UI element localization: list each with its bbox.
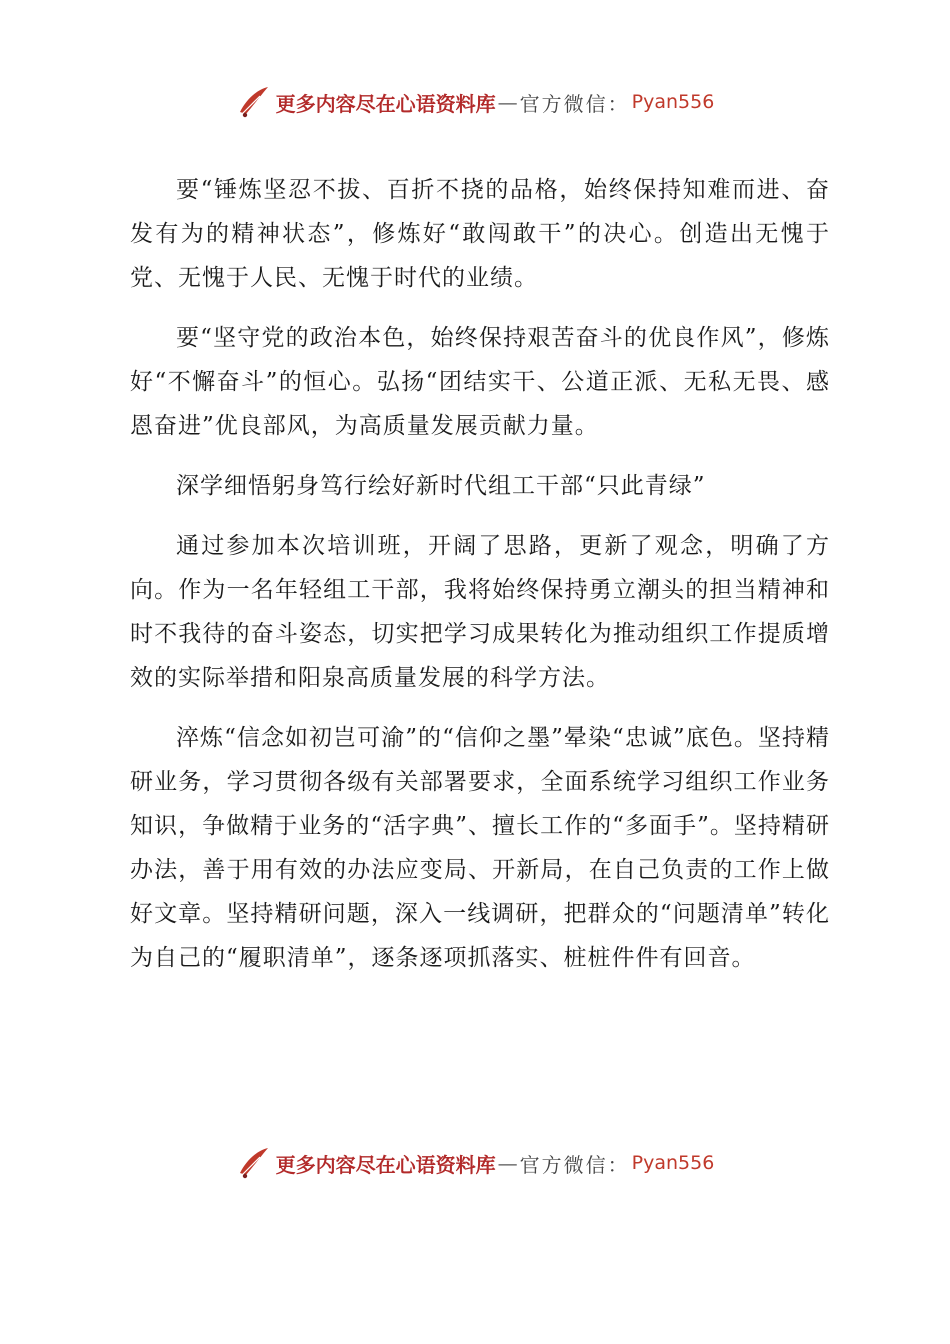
- paragraph-3: 通过参加本次培训班，开阔了思路，更新了观念，明确了方向。作为一名年轻组工干部，我将始终保持勇立潮头的担当精神和时不我待的奋斗姿态，切实把学习成果转化为推动组织工作提质增效的实际举措和阳泉高质量发展的科学方法。: [130, 533, 830, 691]
- watermark-sub-text: 官方微信：: [519, 1152, 630, 1177]
- paragraph-1: 要“锤炼坚忍不拔、百折不挠的品格，始终保持知难而进、奋发有为的精神状态”，修炼好“敢闯敢干”的决心。创造出无愧于党、无愧于人民、无愧于时代的业绩。: [130, 177, 830, 291]
- document-body: [130, 168, 830, 996]
- quill-logo-icon: [236, 1145, 272, 1181]
- quill-logo-icon: [236, 84, 272, 120]
- footer-watermark: [0, 1143, 950, 1183]
- watermark-main-text: 更多内容尽在心语资料库: [275, 91, 496, 116]
- watermark-dash: —: [497, 90, 518, 114]
- section-heading: 深学细悟躬身笃行绘好新时代组工干部“只此青绿”: [176, 473, 706, 499]
- header-watermark: [0, 82, 950, 122]
- watermark-main-text: 更多内容尽在心语资料库: [275, 1152, 496, 1177]
- watermark-sub-text: 官方微信：: [519, 91, 630, 116]
- paragraph-4: 淬炼“信念如初岂可渝”的“信仰之墨”晕染“忠诚”底色。坚持精研业务，学习贯彻各级有关部署要求，全面系统学习组织工作业务知识，争做精于业务的“活字典”、擅长工作的“多面手”。坚持精研办法，善于用有效的办法应变局、开新局，在自己负责的工作上做好文章。坚持精研问题，深入一线调研，把群众的“问题清单”转化为自己的“履职清单”，逐条逐项抓落实、桩桩件件有回音。: [130, 725, 830, 971]
- watermark-dash: —: [497, 1151, 518, 1175]
- watermark-wechat-id: Pyan556: [631, 91, 715, 113]
- watermark-wechat-id: Pyan556: [631, 1152, 715, 1174]
- paragraph-2: 要“坚守党的政治本色，始终保持艰苦奋斗的优良作风”，修炼好“不懈奋斗”的恒心。弘扬“团结实干、公道正派、无私无畏、感恩奋进”优良部风，为高质量发展贡献力量。: [130, 325, 830, 439]
